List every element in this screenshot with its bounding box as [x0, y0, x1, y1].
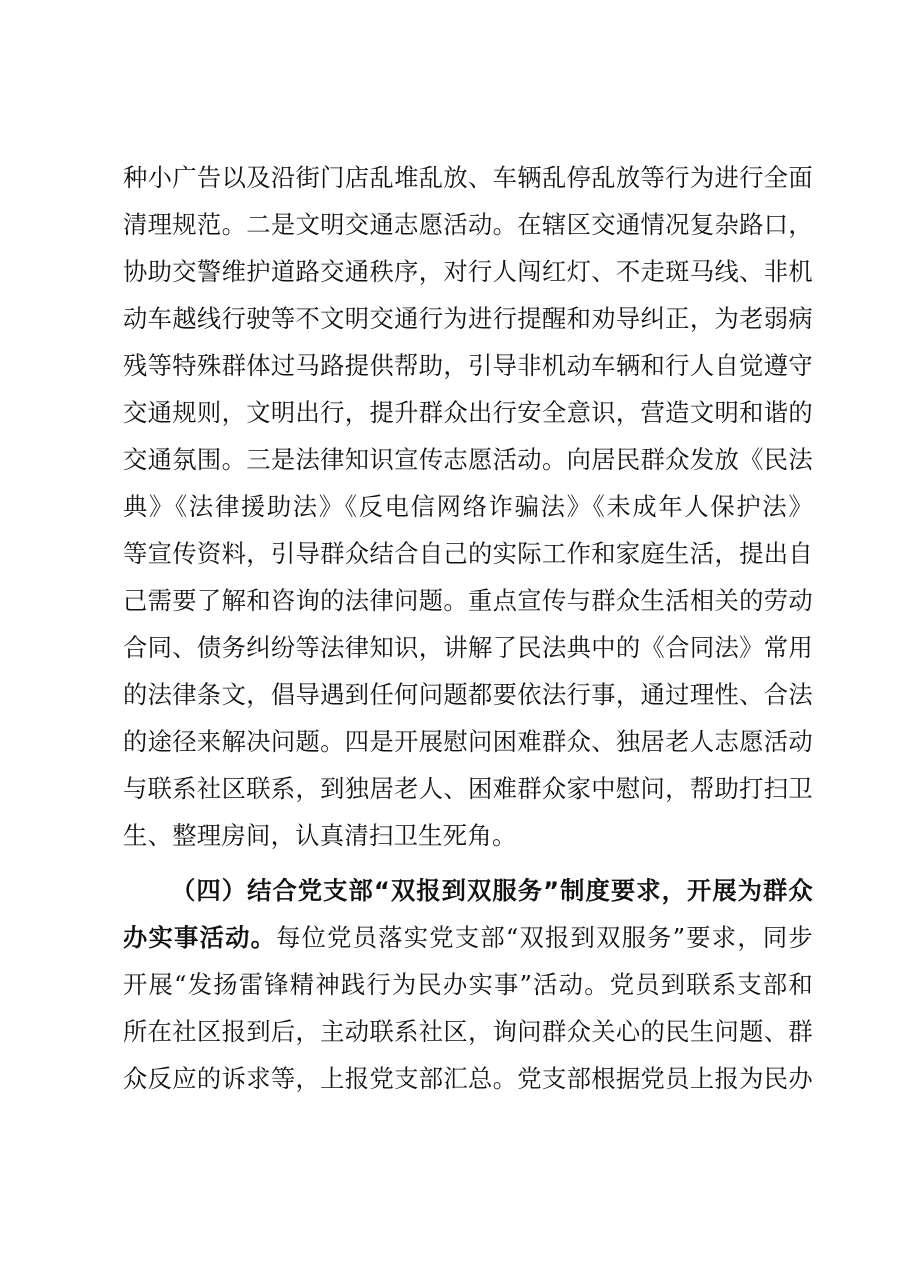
paragraph-line: 开展“发扬雷锋精神践行为民办实事”活动。党员到联系支部和: [123, 970, 813, 999]
paragraph-line: 众反应的诉求等，上报党支部汇总。党支部根据党员上报为民办: [123, 1064, 813, 1093]
section-heading-tail: 办实事活动。: [123, 923, 277, 952]
paragraph-line: [123, 914, 813, 961]
paragraph-line: 交通规则，文明出行，提升群众出行安全意识，营造文明和谐的: [123, 398, 813, 427]
paragraph-line: 等宣传资料，引导群众结合自己的实际工作和家庭生活，提出自: [123, 539, 813, 568]
document-body: [123, 154, 813, 1102]
paragraph-line: 所在社区报到后，主动联系社区，询问群众关心的民生问题、群: [123, 1017, 813, 1046]
paragraph-line: 己需要了解和咨询的法律问题。重点宣传与群众生活相关的劳动: [123, 586, 813, 615]
paragraph-line: 典》《法律援助法》《反电信网络诈骗法》《未成年人保护法》: [123, 492, 813, 521]
paragraph-line: 残等特殊群体过马路提供帮助，引导非机动车辆和行人自觉遵守: [123, 351, 813, 380]
paragraph-section-four: [123, 867, 813, 1102]
paragraph-line: 种小广告以及沿街门店乱堆乱放、车辆乱停乱放等行为进行全面: [123, 163, 813, 192]
paragraph-line: 与联系社区联系，到独居老人、困难群众家中慰问，帮助打扫卫: [123, 774, 813, 803]
paragraph-line: 的法律条文，倡导遇到任何问题都要依法行事，通过理性、合法: [123, 680, 813, 709]
paragraph-volunteer-activities: [123, 154, 813, 859]
paragraph-line: 合同、债务纠纷等法律知识，讲解了民法典中的《合同法》常用: [123, 633, 813, 662]
paragraph-text: 每位党员落实党支部“双报到双服务”要求，同步: [276, 923, 813, 952]
paragraph-line: 协助交警维护道路交通秩序，对行人闯红灯、不走斑马线、非机: [123, 257, 813, 286]
paragraph-line: 清理规范。二是文明交通志愿活动。在辖区交通情况复杂路口，: [123, 210, 813, 239]
paragraph-line: 交通氛围。三是法律知识宣传志愿活动。向居民群众发放《民法: [123, 445, 813, 474]
section-heading-line: （四）结合党支部“双报到双服务”制度要求，开展为群众: [171, 876, 813, 905]
paragraph-line: 动车越线行驶等不文明交通行为进行提醒和劝导纠正，为老弱病: [123, 304, 813, 333]
paragraph-spacer: [123, 859, 813, 867]
paragraph-line: 生、整理房间，认真清扫卫生死角。: [123, 821, 517, 850]
paragraph-line: 的途径来解决问题。四是开展慰问困难群众、独居老人志愿活动: [123, 727, 813, 756]
